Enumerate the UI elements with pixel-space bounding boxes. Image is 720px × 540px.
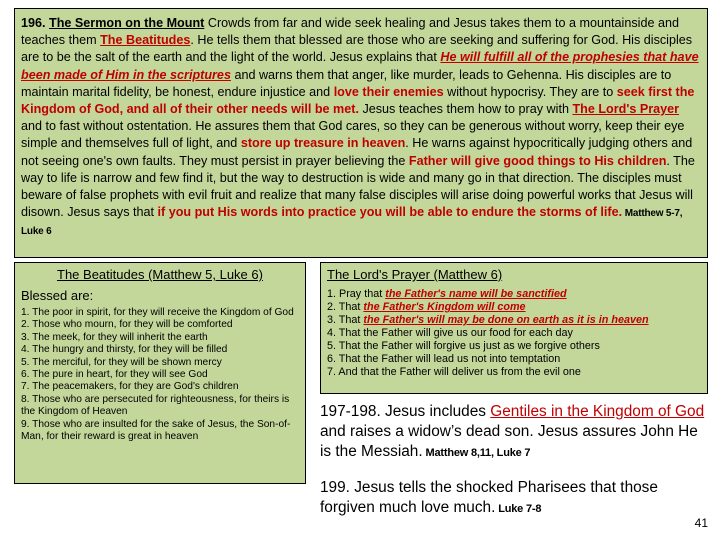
love-enemies-emphasis: love their enemies <box>333 84 444 99</box>
list-item: 2. Those who mourn, for they will be comforted <box>21 319 233 331</box>
list-item: 6. The pure in heart, for they will see God <box>21 369 208 381</box>
seek-first-emphasis: seek first the Kingdom of God, and all of their other needs will be met. <box>21 84 695 117</box>
list-item: 1. The poor in spirit, for they will receive the Kingdom of God <box>21 307 294 318</box>
list-item: 7. And that the Father will deliver us from the evil one <box>327 366 581 378</box>
list-item: 3. The meek, for they will inherit the earth <box>21 331 208 343</box>
prayer-emphasis: the Father's name will be sanctified <box>385 288 567 300</box>
summary-text: and to fast without ostentation. He assures them that God cares, so they can be generous without worry, keep their eye simple and themselves full of light, and <box>21 119 685 151</box>
fulfill-prophecy-emphasis: He will fulfill all of the prophesies that have been made of Him in the scriptures <box>21 50 699 82</box>
list-item <box>327 288 701 301</box>
beatitudes-link: The Beatitudes <box>100 33 191 48</box>
lords-prayer-list <box>327 288 701 379</box>
item-197-rest: and raises a widow’s dead son. Jesus assures John He is the Messiah. <box>320 423 698 460</box>
summary-text: . The way to life is narrow and few find it, but the way to destruction is wide and many go in that direction. The disciples must beware of false prophets with evil fruit and realize that many false disciples will arise doing powerful works that Jesus will disown. Jesus says that <box>21 153 695 220</box>
summary-text: without hypocrisy. They are to <box>443 84 617 99</box>
list-item: 4. The hungry and thirsty, for they will be filled <box>21 344 228 356</box>
list-item: 6. That the Father will lead us not into temptation <box>327 353 561 365</box>
item-197-lead: 197-198. Jesus includes <box>320 403 491 420</box>
prayer-emphasis: the Father's will may be done on earth as it is in heaven <box>363 314 649 326</box>
sermon-summary-panel <box>14 8 708 258</box>
item-197-citation: Matthew 8,11, Luke 7 <box>422 447 531 459</box>
summary-text: . He warns against hypocritically judging others and not seeing one's own faults. They must persist in prayer believing the <box>21 136 693 168</box>
beatitudes-list <box>21 307 299 443</box>
treasure-emphasis: store up treasure in heaven <box>240 136 406 151</box>
summary-text: Jesus teaches them how to pray with <box>358 102 573 117</box>
beatitudes-panel <box>14 262 306 484</box>
page-number: 41 <box>694 516 708 530</box>
gentiles-emphasis: Gentiles in the Kingdom of God <box>490 403 705 420</box>
list-item <box>327 301 701 314</box>
prayer-emphasis: the Father's Kingdom will come <box>363 301 526 313</box>
section-number: 196. <box>21 16 46 30</box>
item-199-citation: Luke 7-8 <box>495 503 542 515</box>
summary-text: and warns them that anger, like murder, leads to Gehenna. His disciples are to maintain marital fidelity, be honest, endure injustice and <box>21 67 672 99</box>
list-item: 5. The merciful, for they will be shown mercy <box>21 356 222 368</box>
summary-citation: Matthew 5-7, Luke 6 <box>21 208 683 238</box>
list-item: 7. The peacemakers, for they are God's children <box>21 381 239 393</box>
section-title: The Sermon on the Mount <box>49 16 205 30</box>
lords-prayer-panel <box>320 262 708 394</box>
prayer-prefix: 3. That <box>327 314 364 326</box>
lords-prayer-title: The Lord's Prayer (Matthew 6) <box>327 267 503 282</box>
beatitudes-intro: Blessed are: <box>21 288 94 303</box>
list-item <box>327 314 701 327</box>
summary-text: Crowds from far and wide seek healing and Jesus takes them to a mountainside and teaches them <box>21 16 679 48</box>
list-item: 8. Those who are persecuted for righteousness, for theirs is the Kingdom of Heaven <box>21 393 290 418</box>
item-197-198 <box>320 402 712 463</box>
father-gifts-emphasis: Father will give good things to His children <box>408 153 667 168</box>
put-words-emphasis: if you put His words into practice you will be able to endure the storms of life. <box>157 205 623 220</box>
list-item: 9. Those who are insulted for the sake of Jesus, the Son-of-Man, for their reward is great in heaven <box>21 418 291 443</box>
list-item: 4. That the Father will give us our food for each day <box>327 327 573 339</box>
prayer-prefix: 1. Pray that <box>327 288 386 300</box>
prayer-prefix: 2. That <box>327 301 364 313</box>
item-199-text: 199. Jesus tells the shocked Pharisees that those forgiven much love much. <box>320 479 658 516</box>
summary-text: . He tells them that blessed are those who are seeking and suffering for God. His disciples are to be the salt of the earth and the light of the world. Jesus explains that <box>21 33 693 65</box>
item-199 <box>320 478 712 519</box>
beatitudes-title: The Beatitudes (Matthew 5, Luke 6) <box>57 267 263 282</box>
list-item: 5. That the Father will forgive us just as we forgive others <box>327 340 600 352</box>
lords-prayer-link: The Lord's Prayer <box>572 102 680 117</box>
